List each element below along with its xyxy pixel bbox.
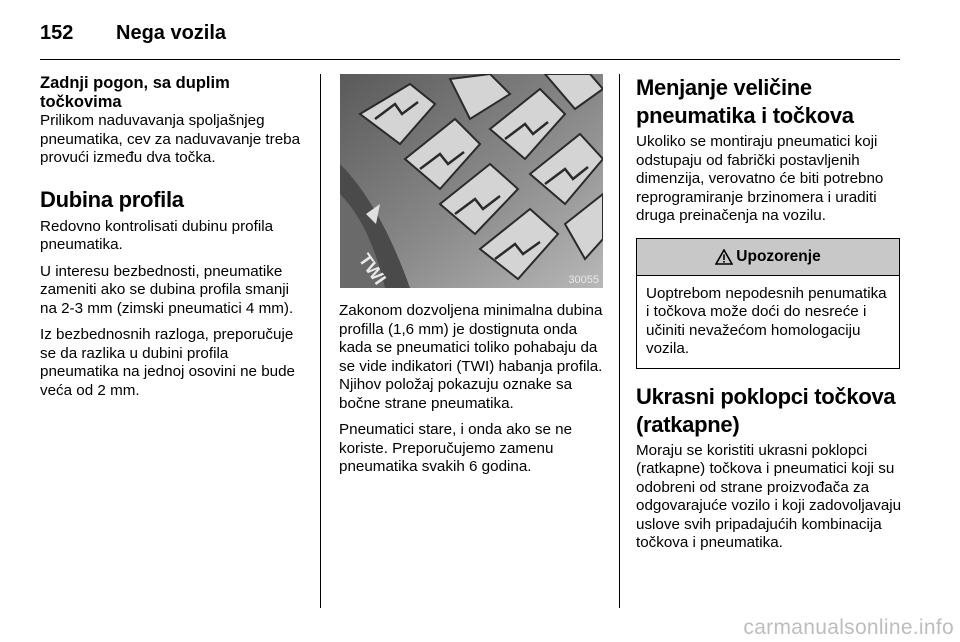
twi-imprint: TWI: [354, 249, 391, 288]
column-left: [40, 74, 308, 400]
tire-tread-drawing: [340, 74, 603, 288]
warning-box: [636, 238, 900, 369]
twi-paragraph: Zakonom dozvoljena minimalna dubina profilla (1,6 mm) je dostignuta onda kada se pneumatici toliko pohabaju da se vide indikatori (TWI) habanja profila. Njihov položaj pokazuju oznake sa bočne strane pneumatika.: [339, 302, 603, 412]
tread-depth-para-2: U interesu bezbednosti, pneumatike zameniti ako se dubina profila smanji na 2-3 mm (zimski pneumatici 4 mm).: [40, 262, 294, 317]
tire-aging-paragraph: Pneumatici stare, i onda ako se ne koriste. Preporučujemo zamenu pneumatika svakih 6 godina.: [339, 421, 573, 475]
tread-depth-para-1: Redovno kontrolisati dubinu profila pneumatika.: [40, 217, 274, 253]
warning-triangle-icon: [715, 249, 733, 265]
warning-text: Uoptrebom nepodesnih penumatika i točkova može doći do nesreće i učiniti nevažećom homologaciju vozila.: [646, 284, 887, 357]
page-header: [40, 18, 226, 48]
hubcaps-heading: Ukrasni poklopci točkova (ratkapne): [636, 383, 896, 437]
page-number: 152: [40, 21, 74, 44]
chapter-title: Nega vozila: [116, 21, 227, 44]
dual-wheels-heading: Zadnji pogon, sa duplim točkovima: [40, 74, 230, 111]
tire-tread-illustration: [340, 74, 603, 288]
warning-title: Upozorenje: [736, 247, 821, 265]
column-divider-left: [320, 74, 321, 608]
column-middle: [339, 74, 604, 477]
site-watermark: carmanualsonline.info: [743, 616, 954, 639]
hubcaps-text: Moraju se koristiti ukrasni poklopci (ratkapne) točkova i pneumatici koji su odobreni od strane proizvođača za odgovarajuće vozilo i koji zadovoljavaju uslove svih pripadajućih kombinacija točkova i pneumatika.: [636, 441, 902, 551]
size-change-heading: Menjanje veličine pneumatika i točkova: [636, 75, 854, 128]
tread-depth-para-3: Iz bezbednosnih razloga, preporučuje se da razlika u dubini profila pneumatika na jednoj osovini ne bude veća od 2 mm.: [40, 326, 295, 399]
tread-depth-heading: Dubina profila: [40, 186, 184, 212]
column-divider-right: [619, 74, 620, 608]
figure-number: 30055: [568, 274, 599, 286]
dual-wheels-text: Prilikom naduvavanja spoljašnjeg pneumatika, cev za naduvavanje treba provući između dva točka.: [40, 112, 301, 166]
size-change-text: Ukoliko se montiraju pneumatici koji odstupaju od fabrički postavljenih dimenzija, verovatno će biti potrebno reprogramiranje brzinomera i uraditi druga preinačenja na vozilu.: [636, 133, 884, 224]
header-rule: [40, 59, 900, 60]
column-right: [636, 74, 904, 553]
warning-header: [637, 239, 899, 276]
